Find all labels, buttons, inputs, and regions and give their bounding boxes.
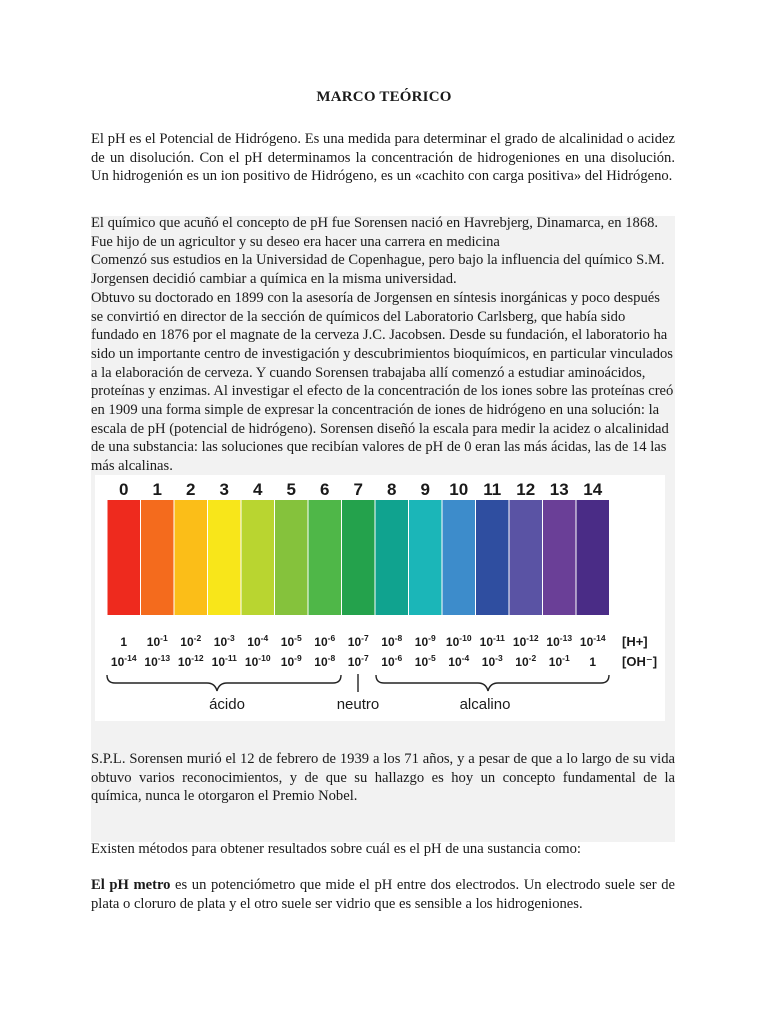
methods-paragraph: Existen métodos para obtener resultados sobre cuál es el pH de una sustancia como: [91, 841, 581, 857]
oh-concentration-8: $10^{-6}$ [381, 653, 403, 669]
oh-concentration-11: $10^{-3}$ [481, 653, 503, 669]
h-concentration-4: $10^{-4}$ [247, 633, 269, 649]
ph-number-7: 7 [353, 480, 363, 499]
ph-number-4: 4 [253, 480, 263, 499]
h-concentration-13: $10^{-13}$ [546, 633, 573, 649]
ph-number-2: 2 [186, 480, 196, 499]
ph-bar-13 [543, 500, 576, 615]
oh-concentration-7: $10^{-7}$ [347, 653, 369, 669]
oh-concentration-13: $10^{-1}$ [548, 653, 570, 669]
h-concentration-6: $10^{-6}$ [314, 633, 336, 649]
intro-paragraph: El pH es el Potencial de Hidrógeno. Es una medida para determinar el grado de alcalinidad o acidez de un disolución. Con el pH determinamos la concentración de hidrogeniones en una disolución. Un hidrogenión es un ion positivo de Hidrógeno, es un «cachito con carga positiva» del Hidrógeno. [91, 131, 675, 185]
oh-concentration-1: $10^{-13}$ [144, 653, 171, 669]
h-concentration-2: $10^{-2}$ [180, 633, 202, 649]
ph-bar-5 [275, 500, 308, 615]
ph-scale-figure [95, 475, 665, 721]
ph-bar-10 [443, 500, 476, 615]
death-paragraph: S.P.L. Sorensen murió el 12 de febrero de 1939 a los 71 años, y a pesar de que a lo largo de su vida obtuvo varios reconocimientos, y de que su hallazgo es hoy un concepto fundamental de la química, nunca le otorgaron el Premio Nobel. [91, 751, 675, 805]
oh-concentration-14: 1 [589, 655, 597, 669]
ph-number-6: 6 [320, 480, 330, 499]
history-line-career: Obtuvo su doctorado en 1899 con la asesoría de Jorgensen en síntesis inorgánicas y poco después se convirtió en director de la sección de químicos del Laboratorio Carlsberg, que había sido fundado en 1876 por el magnate de la cerveza J.C. Jacobsen. Desde su fundación, el laboratorio ha sido un importante centro de investigación y descubrimientos bioquímicos, en particular vinculados a la elaboración de cerveza. Y cuando Sorensen trabajaba allí comenzó a estudiar aminoácidos, proteínas y enzimas. Al investigar el efecto de la concentración de los iones sobre las proteínas creó en 1909 una forma simple de expresar la concentración de iones de hidrógeno en una solución: la escala de pH (potencial de hidrógeno). Sorensen diseñó la escala para medir la acidez o alcalinidad de una substancia: las soluciones que recibían valores de pH de 0 eran las más ácidas, las de 14 las más alcalinas. [91, 289, 674, 475]
ph-number-11: 11 [483, 480, 502, 499]
ph-bar-3 [208, 500, 241, 615]
oh-concentration-0: $10^{-14}$ [110, 653, 137, 669]
h-ion-label: [H+] [622, 634, 648, 649]
oh-concentration-5: $10^{-9}$ [280, 653, 302, 669]
ph-number-0: 0 [119, 480, 129, 499]
h-concentration-14: $10^{-14}$ [579, 633, 606, 649]
history-paragraph [91, 214, 675, 476]
ph-number-1: 1 [152, 480, 162, 499]
phmeter-paragraph [91, 876, 675, 913]
oh-concentration-2: $10^{-12}$ [177, 653, 204, 669]
h-concentration-9: $10^{-9}$ [414, 633, 436, 649]
alkaline-label: alcalino [459, 696, 511, 713]
ph-bar-12 [510, 500, 543, 615]
oh-concentration-10: $10^{-4}$ [448, 653, 470, 669]
h-concentration-7: $10^{-7}$ [347, 633, 369, 649]
ph-number-12: 12 [516, 480, 536, 499]
ph-bar-7 [342, 500, 375, 615]
h-concentration-12: $10^{-12}$ [512, 633, 539, 649]
ph-bar-11 [476, 500, 509, 615]
ph-number-10: 10 [449, 480, 469, 499]
h-concentration-8: $10^{-8}$ [381, 633, 403, 649]
ph-number-14: 14 [583, 480, 603, 499]
phmeter-text: es un potenciómetro que mide el pH entre dos electrodos. Un electrodo suele ser de plata o cloruro de plata y el otro suele ser vidrio que es sensible a los hidrogeniones. [91, 877, 675, 912]
page-title: MARCO TEÓRICO [316, 89, 452, 105]
ph-bar-6 [309, 500, 342, 615]
ph-number-9: 9 [420, 480, 430, 499]
oh-concentration-4: $10^{-10}$ [244, 653, 271, 669]
ph-bar-0 [108, 500, 141, 615]
oh-ion-label: [OH⁻] [622, 654, 658, 669]
acid-label: ácido [209, 696, 245, 713]
oh-concentration-9: $10^{-5}$ [414, 653, 436, 669]
h-concentration-1: $10^{-1}$ [146, 633, 168, 649]
ph-bar-9 [409, 500, 442, 615]
ph-bar-4 [242, 500, 275, 615]
history-line-studies: Comenzó sus estudios en la Universidad de Copenhague, pero bajo la influencia del químico S.M. Jorgensen decidió cambiar a química en la misma universidad. [91, 252, 665, 288]
h-concentration-3: $10^{-3}$ [213, 633, 235, 649]
ph-number-8: 8 [387, 480, 397, 499]
ph-bar-2 [175, 500, 208, 615]
phmeter-term: El pH metro [91, 877, 171, 893]
oh-concentration-12: $10^{-2}$ [515, 653, 537, 669]
oh-concentration-3: $10^{-11}$ [211, 653, 237, 669]
h-concentration-11: $10^{-11}$ [479, 633, 505, 649]
ph-number-13: 13 [549, 480, 569, 499]
ph-bar-1 [141, 500, 174, 615]
h-concentration-10: $10^{-10}$ [445, 633, 472, 649]
ph-number-5: 5 [286, 480, 296, 499]
oh-concentration-6: $10^{-8}$ [314, 653, 336, 669]
history-line-birth: El químico que acuñó el concepto de pH fue Sorensen nació en Havrebjerg, Dinamarca, en 1868. Fue hijo de un agricultor y su deseo era hacer una carrera en medicina [91, 215, 659, 250]
ph-bar-8 [376, 500, 409, 615]
ph-number-3: 3 [219, 480, 229, 499]
h-concentration-0: 1 [120, 635, 128, 649]
neutral-label: neutro [336, 696, 380, 713]
ph-bar-14 [577, 500, 610, 615]
h-concentration-5: $10^{-5}$ [280, 633, 302, 649]
